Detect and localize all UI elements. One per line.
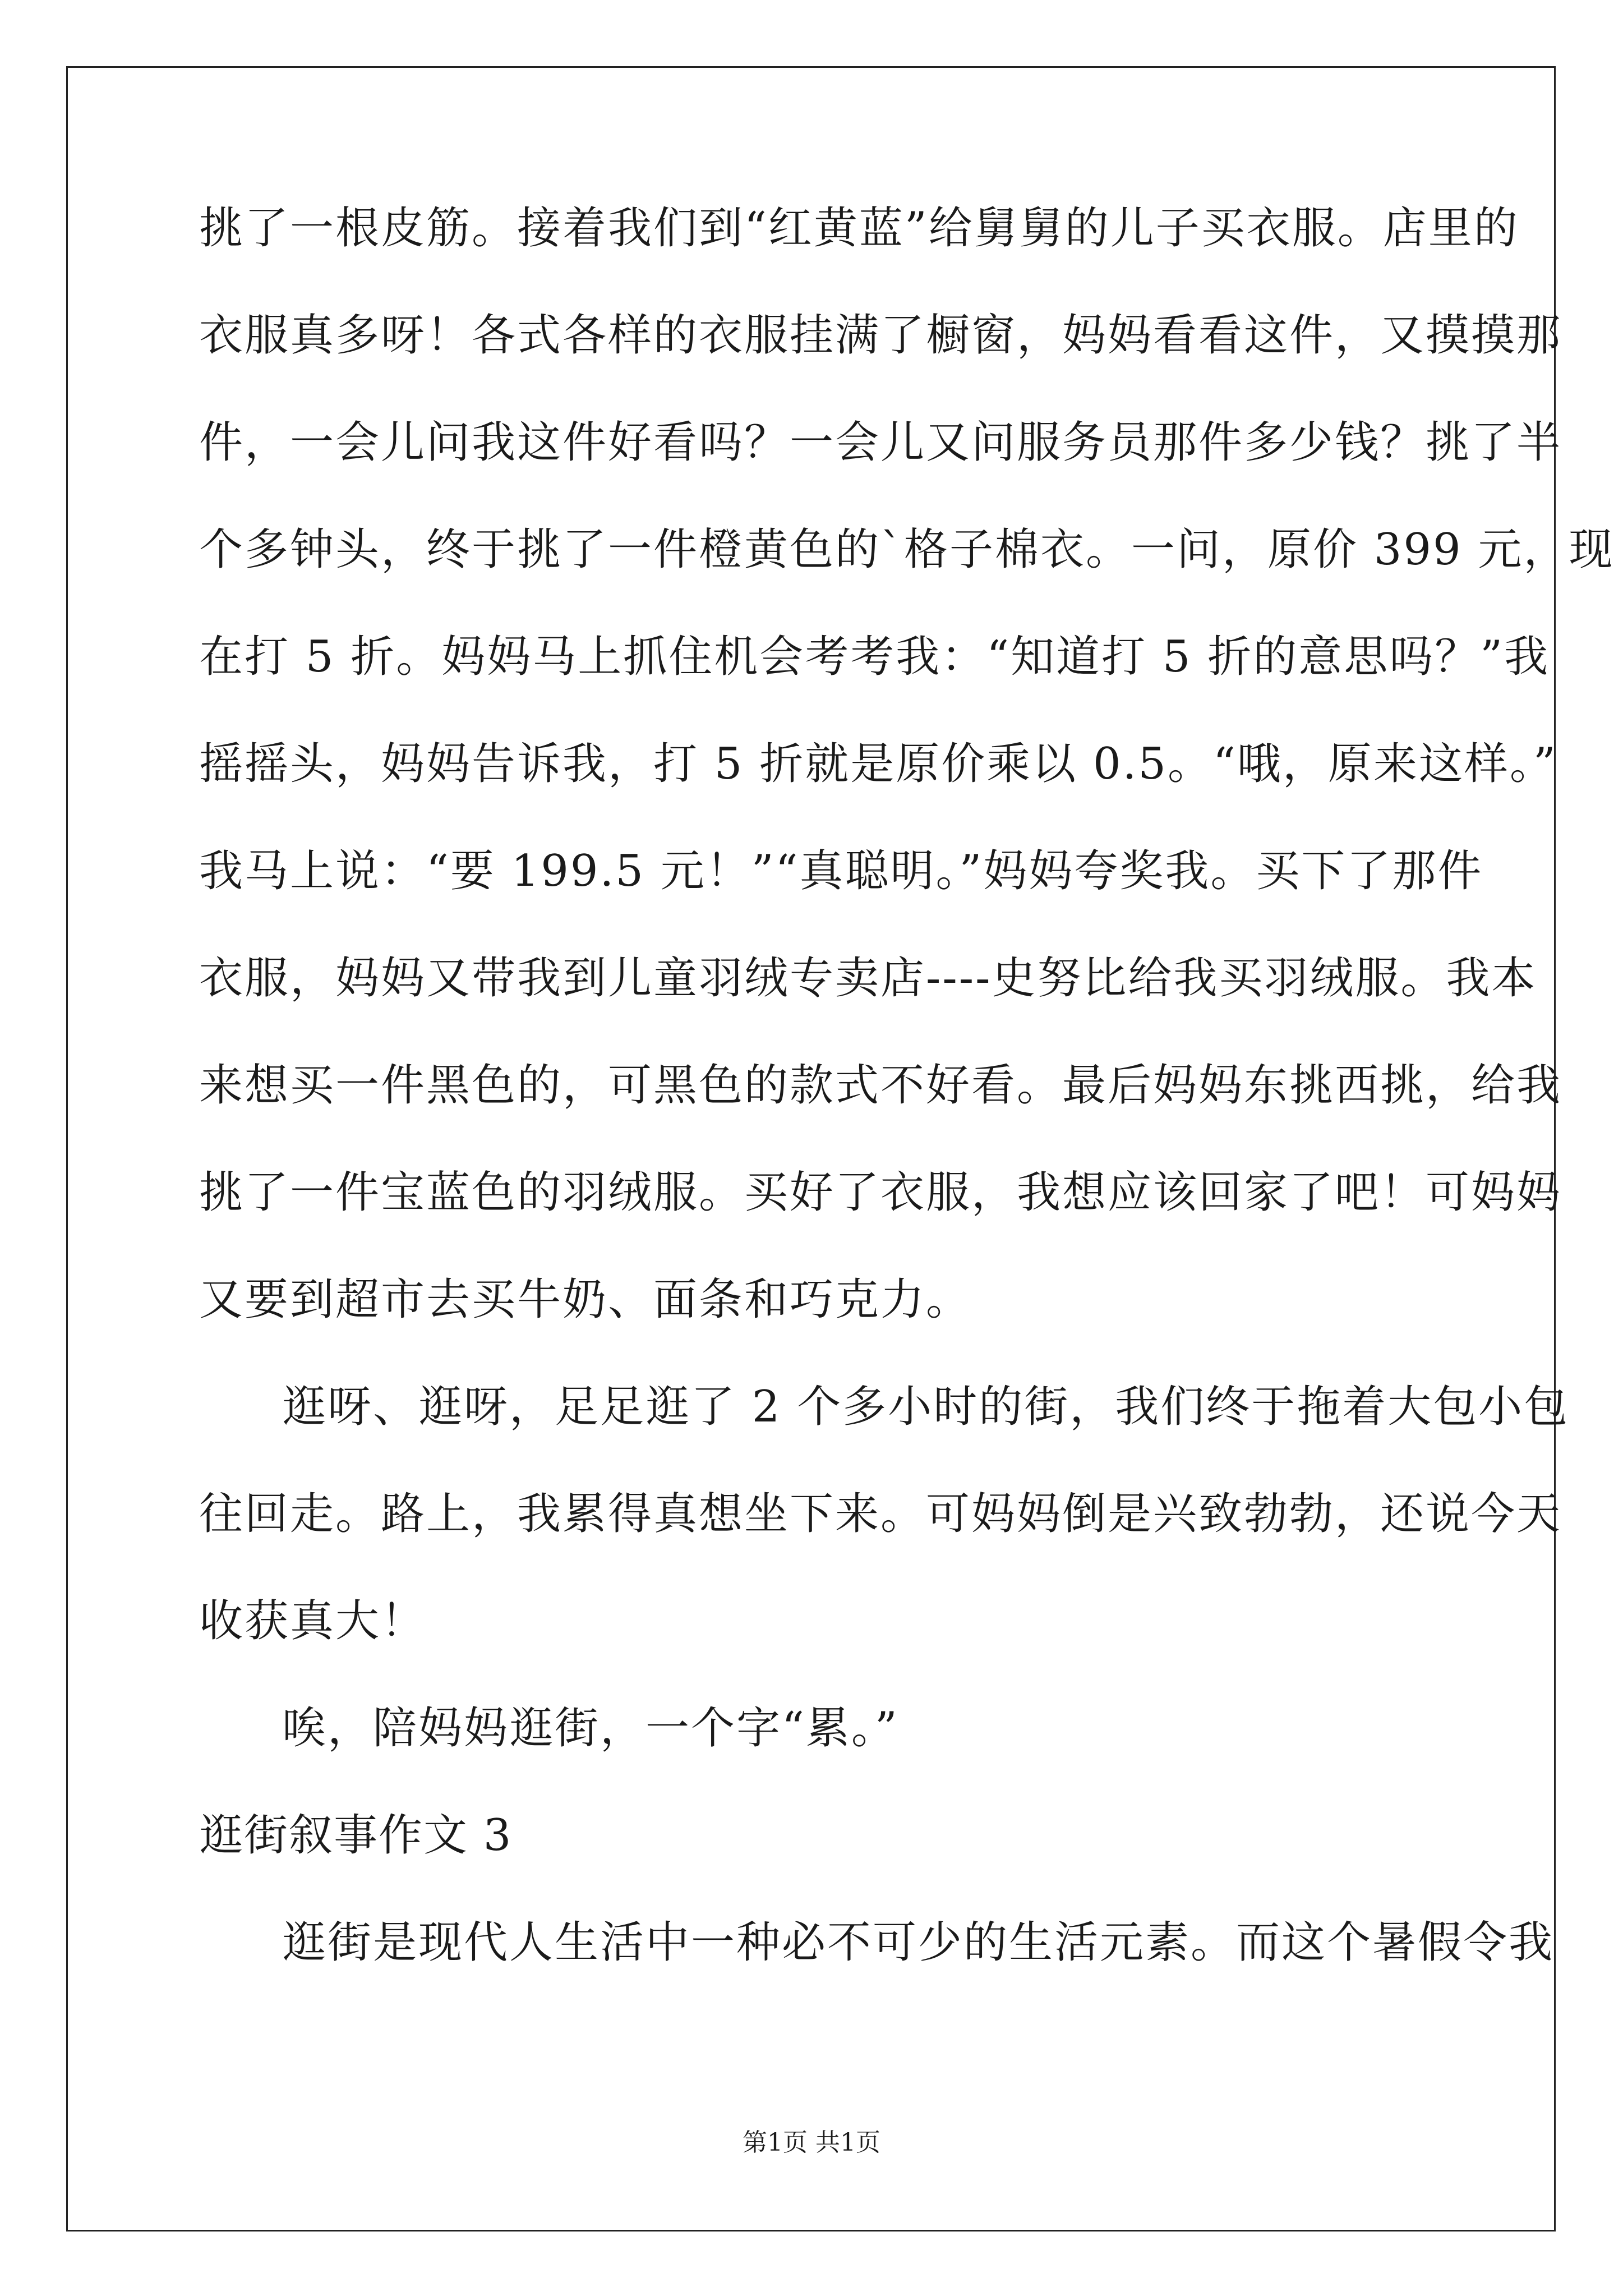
section-heading: 逛街叙事作文 3 (199, 1810, 513, 1861)
paragraph-start-line: 逛街是现代人生活中一种必不可少的生活元素。而这个暑假令我 (282, 1917, 1555, 1968)
text-line: 挑了一根皮筋。接着我们到“红黄蓝”给舅舅的儿子买衣服。店里的 (199, 203, 1519, 254)
text-line: 摇摇头，妈妈告诉我，打 5 折就是原价乘以 0.5。“哦，原来这样。” (199, 739, 1557, 789)
paragraph-start-line: 逛呀、逛呀，足足逛了 2 个多小时的街，我们终于拖着大包小包 (282, 1382, 1570, 1432)
text-line: 挑了一件宝蓝色的羽绒服。买好了衣服，我想应该回家了吧！可妈妈 (199, 1167, 1562, 1218)
text-line: 衣服，妈妈又带我到儿童羽绒专卖店----史努比给我买羽绒服。我本 (199, 953, 1537, 1004)
document-body (199, 203, 1615, 2028)
text-line: 收获真大！ (199, 1596, 427, 1646)
page-footer: 第1页 共1页 (743, 2128, 880, 2157)
text-line: 又要到超市去买牛奶、面条和巧克力。 (199, 1274, 972, 1325)
text-line: 个多钟头，终于挑了一件橙黄色的`格子棉衣。一问，原价 399 元，现 (199, 524, 1615, 575)
text-line: 件，一会儿问我这件好看吗？一会儿又问服务员那件多少钱？挑了半 (199, 417, 1562, 468)
text-line: 在打 5 折。妈妈马上抓住机会考考我：“知道打 5 折的意思吗？”我 (199, 632, 1550, 682)
text-line: 来想买一件黑色的，可黑色的款式不好看。最后妈妈东挑西挑，给我 (199, 1060, 1562, 1111)
paragraph-start-line: 唉，陪妈妈逛街，一个字“累。” (282, 1703, 899, 1754)
text-line: 衣服真多呀！各式各样的衣服挂满了橱窗，妈妈看看这件，又摸摸那 (199, 310, 1562, 361)
text-line: 我马上说：“要 199.5 元！”“真聪明。”妈妈夸奖我。买下了那件 (199, 846, 1483, 896)
text-line: 往回走。路上，我累得真想坐下来。可妈妈倒是兴致勃勃，还说今天 (199, 1489, 1562, 1539)
